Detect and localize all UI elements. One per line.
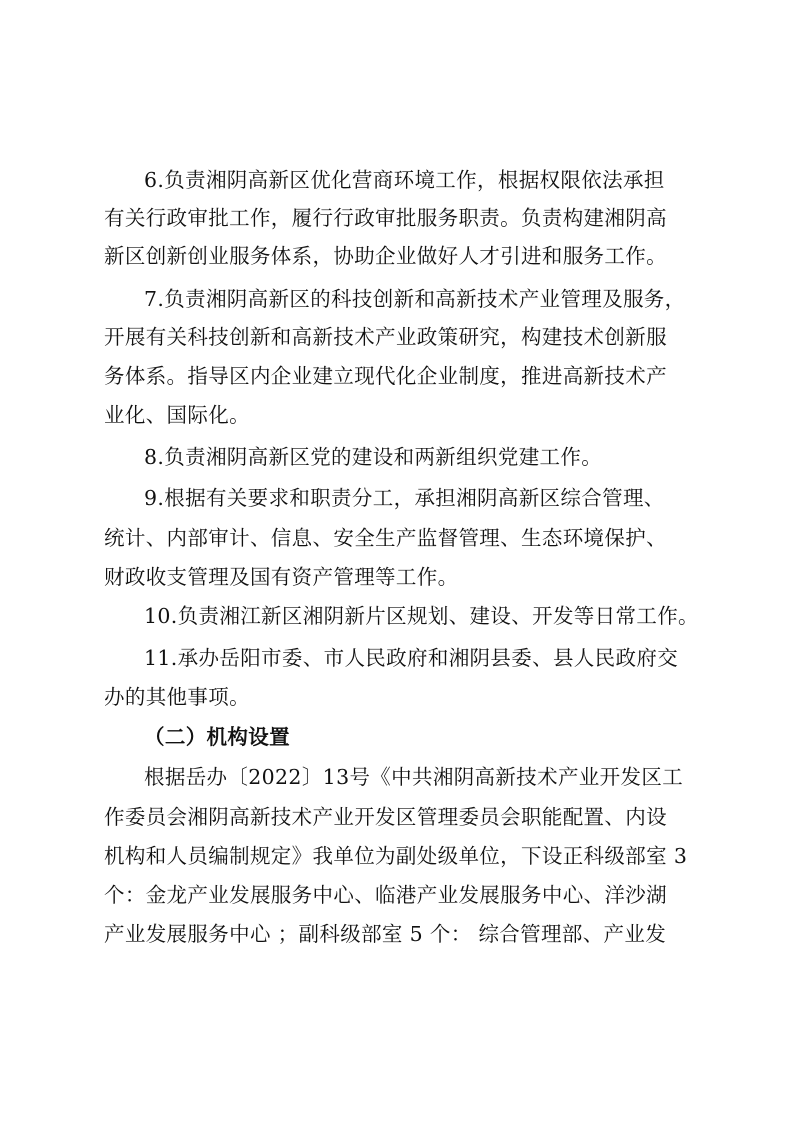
section-heading: （二）机构设置 [144, 725, 290, 749]
org-paragraph-line-4: 个：金龙产业发展服务中心、临港产业发展服务中心、洋沙湖 [104, 883, 667, 907]
paragraph-6-line-1: 6.负责湘阴高新区优化营商环境工作，根据权限依法承担 [144, 168, 665, 192]
paragraph-7-line-4: 业化、国际化。 [104, 403, 250, 427]
paragraph-6-line-3: 新区创新创业服务体系，协助企业做好人才引进和服务工作。 [104, 244, 667, 268]
paragraph-7-line-3: 务体系。指导区内企业建立现代化企业制度，推进高新技术产 [104, 364, 667, 388]
paragraph-7-line-2: 开展有关科技创新和高新技术产业政策研究，构建技术创新服 [104, 325, 667, 349]
paragraph-9-line-3: 财政收支管理及国有资产管理等工作。 [104, 565, 459, 589]
paragraph-7-line-1: 7.负责湘阴高新区的科技创新和高新技术产业管理及服务， [144, 287, 686, 311]
org-paragraph-line-2: 作委员会湘阴高新技术产业开发区管理委员会职能配置、内设 [104, 805, 667, 829]
org-paragraph-line-1: 根据岳办〔2022〕13号《中共湘阴高新技术产业开发区工 [144, 765, 684, 789]
paragraph-9-line-2: 统计、内部审计、信息、安全生产监督管理、生态环境保护、 [104, 526, 667, 550]
paragraph-10-line-1: 10.负责湘江新区湘阴新片区规划、建设、开发等日常工作。 [144, 604, 699, 628]
paragraph-11-line-1: 11.承办岳阳市委、市人民政府和湘阴县委、县人民政府交 [144, 646, 679, 670]
paragraph-8-line-1: 8.负责湘阴高新区党的建设和两新组织党建工作。 [144, 445, 603, 469]
paragraph-6-line-2: 有关行政审批工作，履行行政审批服务职责。负责构建湘阴高 [104, 206, 667, 230]
paragraph-11-line-2: 办的其他事项。 [104, 685, 250, 709]
org-paragraph-line-3: 机构和人员编制规定》我单位为副处级单位，下设正科级部室 3 [104, 844, 688, 868]
org-paragraph-line-5: 产业发展服务中心 ；副科级部室 5 个： 综合管理部、产业发 [104, 922, 667, 946]
paragraph-9-line-1: 9.根据有关要求和职责分工，承担湘阴高新区综合管理、 [144, 486, 665, 510]
